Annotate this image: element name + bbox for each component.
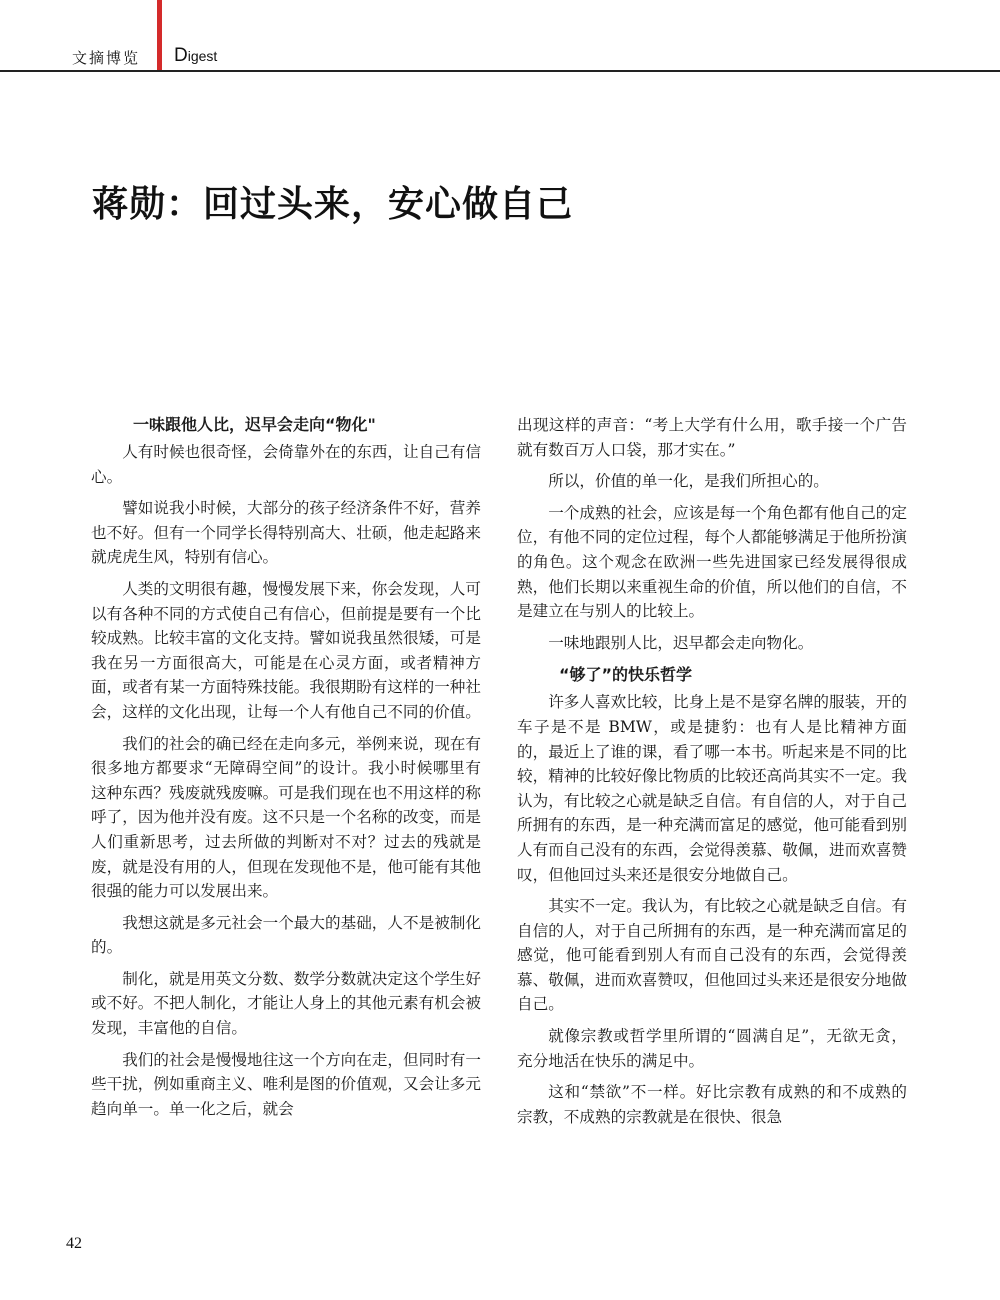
section-label-en — [174, 45, 217, 67]
section-heading: “够了”的快乐哲学 — [559, 665, 693, 685]
paragraph: 人类的文明很有趣，慢慢发展下来，你会发现，人可以有各种不同的方式使自己有信心，但前提是要有一个比较成熟。比较丰富的文化支持。譬如说我虽然很矮，可是我在另一方面很高大，可能是在心灵方面，或者精神方面，或者有某一方面特殊技能。我很期盼有这样的一种社会，这样的文化出现，让每一个人有他自己不同的价值。 — [91, 579, 481, 721]
paragraph: 制化，就是用英文分数、数学分数就决定这个学生好或不好。不把人制化，才能让人身上的其他元素有机会被发现，丰富他的自信。 — [91, 969, 481, 1038]
paragraph: 我们的社会的确已经在走向多元，举例来说，现在有很多地方都要求“无障碍空间”的设计。我小时候哪里有这种东西？残废就残废嘛。可是我们现在也不用这样的称呼了，因为他并没有废。这不只是一个名称的改变，而是人们重新思考，过去所做的判断对不对？过去的残就是废，就是没有用的人，但现在发现他不是，他可能有其他很强的能力可以发展出来。 — [91, 734, 481, 901]
paragraph: 就像宗教或哲学里所谓的“圆满自足”，无欲无贪，充分地活在快乐的满足中。 — [517, 1027, 907, 1070]
header-accent-bar — [157, 0, 162, 72]
section-label-cn: 文摘博览 — [72, 49, 141, 67]
left-column — [91, 413, 481, 1128]
paragraph: 譬如说我小时候，大部分的孩子经济条件不好，营养也不好。但有一个同学长得特别高大、壮硕，他走起路来就虎虎生风，特别有信心。 — [91, 499, 481, 567]
paragraph: 人有时候也很奇怪，会倚靠外在的东西，让自己有信心。 — [91, 443, 481, 486]
section-label-en-initial: D — [174, 45, 188, 66]
paragraph: 许多人喜欢比较，比身上是不是穿名牌的服装，开的车子是不是 BMW，或是捷豹：也有人是比精神方面的，最近上了谁的课，看了哪一本书。听起来是不同的比较，精神的比较好像比物质的比较还高尚其实不一定。我认为，有比较之心就是缺乏自信。有自信的人，对于自己所拥有的东西，是一种充满而富足的感觉，他可能看到别人有而自己没有的东西，会觉得羡慕、敬佩，进而欢喜赞叹，但他回过头来还是很安分地做自己。 — [517, 693, 907, 884]
article-title: 蒋勋：回过头来，安心做自己 — [92, 184, 574, 225]
right-column — [517, 413, 907, 1136]
section-heading: 一味跟他人比，迟早会走向“物化" — [133, 415, 376, 434]
header-divider — [0, 70, 1000, 72]
paragraph: 这和“禁欲”不一样。好比宗教有成熟的和不成熟的宗教，不成熟的宗教就是在很快、很急 — [517, 1083, 907, 1126]
section-label-en-rest: igest — [187, 48, 218, 64]
paragraph: 所以，价值的单一化，是我们所担心的。 — [548, 472, 829, 491]
page-number: 42 — [66, 1235, 82, 1252]
paragraph: 一味地跟别人比，迟早都会走向物化。 — [548, 633, 814, 652]
paragraph: 我想这就是多元社会一个最大的基础，人不是被制化的。 — [91, 913, 481, 957]
paragraph: 我们的社会是慢慢地往这一个方向在走，但同时有一些干扰，例如重商主义、唯利是图的价值观，又会让多元趋向单一。单一化之后，就会 — [91, 1050, 481, 1118]
paragraph: 其实不一定。我认为，有比较之心就是缺乏自信。有自信的人，对于自己所拥有的东西，是一种充满而富足的感觉，他可能看到别人有而自己没有的东西，会觉得羡慕、敬佩，进而欢喜赞叹，但他回过头来还是很安分地做自己。 — [517, 897, 907, 1014]
paragraph: 一个成熟的社会，应该是每一个角色都有他自己的定位，有他不同的定位过程，每个人都能够满足于他所扮演的角色。这个观念在欧洲一些先进国家已经发展得很成熟，他们长期以来重视生命的价值，所以他们的自信，不是建立在与别人的比较上。 — [517, 503, 907, 621]
paragraph-continuation: 出现这样的声音：“考上大学有什么用，歌手接一个广告就有数百万人口袋，那才实在。” — [517, 416, 907, 459]
